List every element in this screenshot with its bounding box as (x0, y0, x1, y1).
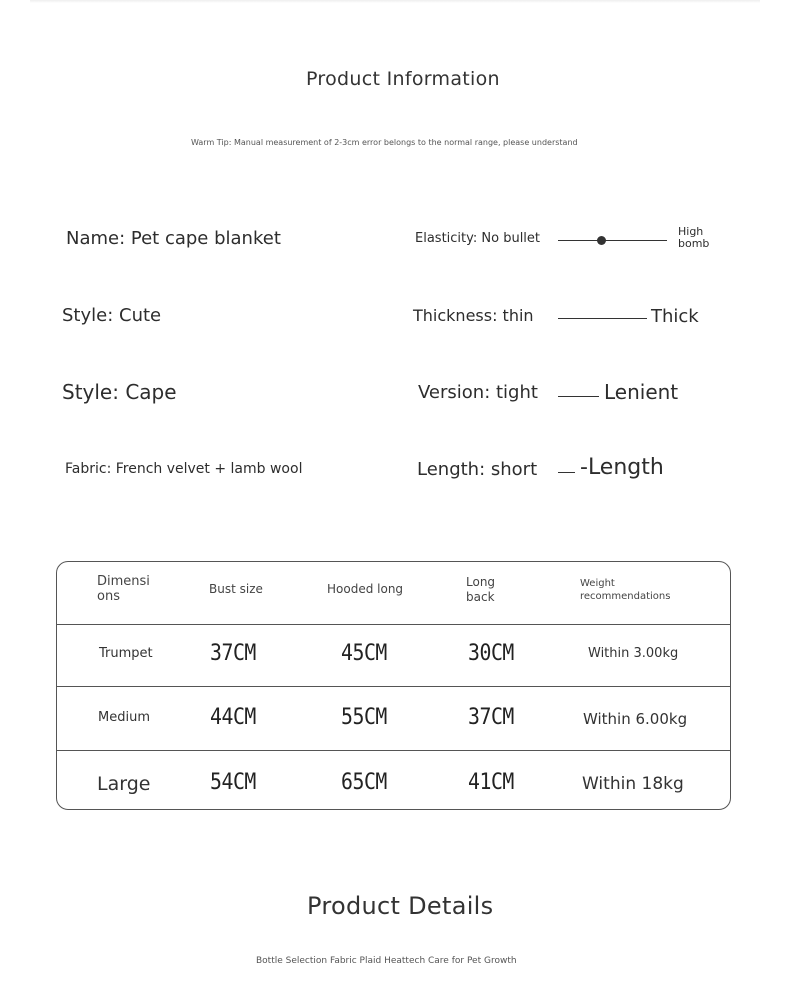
row-size-label: Large (97, 773, 151, 795)
row-size-label: Medium (98, 710, 150, 725)
row-bust-value: 54CM (210, 770, 256, 795)
section-title-product-details: Product Details (307, 892, 494, 920)
row-weight-value: Within 3.00kg (588, 646, 679, 661)
row-back-value: 37CM (468, 705, 514, 730)
elasticity-end-line2: bomb (678, 237, 710, 250)
row-weight-value: Within 18kg (582, 774, 684, 794)
row-hooded-value: 45CM (341, 641, 387, 666)
row-weight-value: Within 6.00kg (583, 710, 688, 728)
top-divider (30, 0, 760, 3)
version-label: Version: tight (418, 382, 538, 403)
header-weight-line1: Weight (580, 578, 615, 589)
header-long-back-line2: back (466, 590, 495, 604)
row-bust-value: 44CM (210, 705, 256, 730)
row-bust-value: 37CM (210, 641, 256, 666)
thickness-label: Thickness: thin (413, 306, 534, 325)
elasticity-end-line1: High (678, 225, 704, 238)
row-hooded-value: 55CM (341, 705, 387, 730)
row-size-label: Trumpet (99, 646, 153, 661)
header-long-back (466, 575, 495, 605)
attr-style-cape: Style: Cape (62, 380, 177, 404)
warm-tip: Warm Tip: Manual measurement of 2-3cm error belongs to the normal range, please understand (191, 138, 578, 147)
header-dimensions (97, 574, 150, 604)
thickness-scale-line (558, 318, 647, 319)
details-subtitle: Bottle Selection Fabric Plaid Heattech Care for Pet Growth (256, 956, 517, 966)
row-back-value: 41CM (468, 770, 514, 795)
section-title-product-information: Product Information (306, 68, 500, 90)
table-divider (57, 750, 731, 751)
version-scale-line (558, 396, 599, 397)
header-bust-size: Bust size (209, 582, 263, 596)
length-scale-line (558, 472, 575, 473)
row-back-value: 30CM (468, 641, 514, 666)
elasticity-indicator (597, 236, 606, 245)
header-weight-line2: recommendations (580, 591, 671, 602)
attr-style-cute: Style: Cute (62, 305, 162, 326)
table-divider (57, 624, 731, 625)
header-weight (580, 577, 670, 603)
header-long-back-line1: Long (466, 575, 496, 589)
header-dimensions-line1: Dimensi (97, 574, 150, 589)
header-hooded-long: Hooded long (327, 582, 404, 596)
elasticity-scale-line (558, 240, 667, 241)
row-hooded-value: 65CM (341, 770, 387, 795)
length-end-label: -Length (580, 455, 664, 480)
length-label: Length: short (417, 459, 538, 480)
elasticity-end-label (678, 226, 709, 250)
header-dimensions-line2: ons (97, 589, 120, 604)
attr-name: Name: Pet cape blanket (66, 228, 281, 249)
version-end-label: Lenient (604, 380, 679, 404)
thickness-end-label: Thick (651, 306, 699, 327)
elasticity-label: Elasticity: No bullet (415, 231, 541, 246)
attr-fabric: Fabric: French velvet + lamb wool (65, 461, 303, 477)
table-divider (57, 686, 731, 687)
